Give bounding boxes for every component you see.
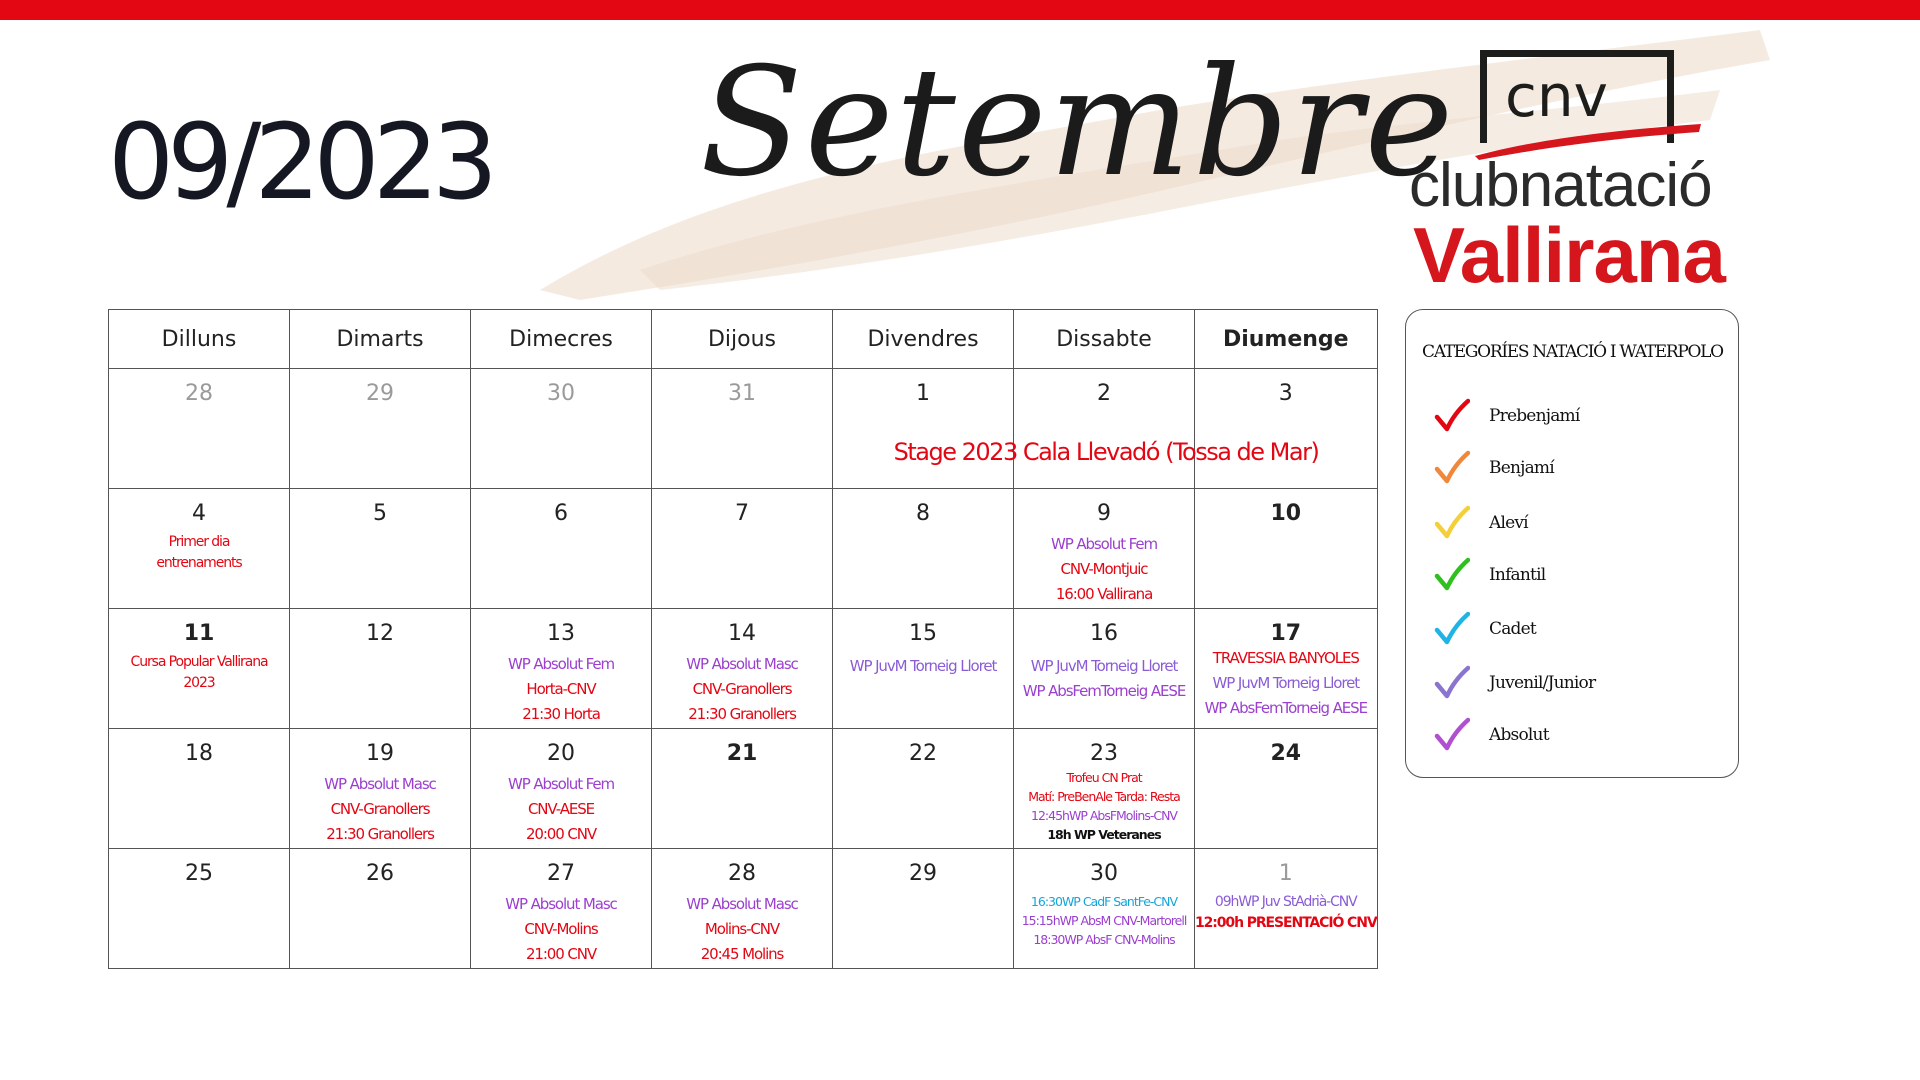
week-row xyxy=(109,369,1378,489)
day-number: 13 xyxy=(547,621,575,646)
weekday-header: Dimecres xyxy=(471,310,652,369)
day-cell xyxy=(471,369,652,489)
event-line: Matí: PreBenAle Tarda: Resta xyxy=(1028,789,1180,804)
day-cell xyxy=(109,489,290,609)
day-number: 31 xyxy=(728,381,756,406)
day-cell xyxy=(1014,609,1195,729)
day-number: 25 xyxy=(185,861,213,886)
day-number: 15 xyxy=(909,621,937,646)
event-line: 18h WP Veteranes xyxy=(1047,827,1161,842)
event-line: Horta-CNV xyxy=(526,680,596,698)
event-line: 20:45 Molins xyxy=(700,945,784,963)
day-cell xyxy=(652,729,833,849)
legend-item-label: Aleví xyxy=(1489,513,1528,533)
day-cell xyxy=(652,609,833,729)
weekday-header: Divendres xyxy=(833,310,1014,369)
day-cell xyxy=(1014,729,1195,849)
legend-item-label: Juvenil/Junior xyxy=(1489,673,1596,693)
day-number: 26 xyxy=(366,861,394,886)
stage-event-banner: Stage 2023 Cala Llevadó (Tossa de Mar) xyxy=(893,438,1319,466)
day-number: 22 xyxy=(909,741,937,766)
calendar-grid xyxy=(108,309,1378,969)
day-number: 11 xyxy=(183,621,215,646)
event-line: Trofeu CN Prat xyxy=(1066,770,1142,785)
day-number: 28 xyxy=(185,381,213,406)
day-cell xyxy=(652,489,833,609)
event-line: 18:30WP AbsF CNV-Molins xyxy=(1033,932,1175,947)
week-row xyxy=(109,489,1378,609)
week-row xyxy=(109,849,1378,969)
checkmark-icon xyxy=(1434,557,1470,593)
day-number: 18 xyxy=(185,741,213,766)
day-cell xyxy=(471,489,652,609)
event-line: CNV-Granollers xyxy=(692,680,792,698)
day-cell xyxy=(1195,489,1378,609)
event-line: WP JuvM Torneig Lloret xyxy=(1030,657,1178,675)
event-line: WP Absolut Masc xyxy=(505,895,617,913)
legend-item-label: Prebenjamí xyxy=(1489,406,1580,426)
event-line: Cursa Popular Vallirana xyxy=(130,654,268,670)
day-cell xyxy=(290,489,471,609)
event-line: TRAVESSIA BANYOLES xyxy=(1212,649,1359,667)
event-line: 2023 xyxy=(183,675,215,691)
day-number: 4 xyxy=(192,501,206,526)
event-line: WP Absolut Masc xyxy=(686,895,798,913)
event-line: WP Absolut Fem xyxy=(1051,535,1157,553)
day-cell xyxy=(471,609,652,729)
checkmark-icon xyxy=(1434,611,1470,647)
event-line: WP Absolut Masc xyxy=(686,655,798,673)
weekday-header: Dimarts xyxy=(290,310,471,369)
event-line: CNV-Granollers xyxy=(330,800,430,818)
day-cell xyxy=(652,849,833,969)
day-cell xyxy=(290,609,471,729)
event-line: Primer dia xyxy=(168,534,230,550)
day-cell xyxy=(109,609,290,729)
day-number: 6 xyxy=(554,501,568,526)
weekday-header: Dijous xyxy=(652,310,833,369)
event-line: 16:00 Vallirana xyxy=(1055,585,1153,603)
checkmark-icon xyxy=(1434,505,1470,541)
day-cell xyxy=(471,729,652,849)
day-cell xyxy=(1195,609,1378,729)
month-name-script: Setembre xyxy=(700,36,1456,210)
day-number: 28 xyxy=(728,861,756,886)
day-number: 1 xyxy=(1278,861,1293,886)
day-number: 9 xyxy=(1097,501,1111,526)
weekday-header-row xyxy=(109,310,1378,369)
event-line: 21:00 CNV xyxy=(525,945,597,963)
event-line: 12:00h PRESENTACIÓ CNV xyxy=(1195,915,1377,931)
week-row xyxy=(109,729,1378,849)
day-cell xyxy=(109,369,290,489)
day-number: 27 xyxy=(547,861,575,886)
day-cell xyxy=(1014,369,1195,489)
day-cell xyxy=(290,849,471,969)
event-line: 09hWP Juv StAdrià-CNV xyxy=(1214,894,1357,910)
day-number: 7 xyxy=(735,501,749,526)
day-number: 16 xyxy=(1090,621,1118,646)
day-cell xyxy=(1195,369,1378,489)
day-number: 3 xyxy=(1278,381,1293,406)
day-cell xyxy=(290,729,471,849)
day-number: 14 xyxy=(728,621,756,646)
club-logo xyxy=(1395,42,1755,299)
categories-legend xyxy=(1405,309,1739,778)
logo-vallirana-text: Vallirana xyxy=(1413,211,1725,299)
day-number: 29 xyxy=(909,861,937,886)
event-line: WP AbsFemTorneig AESE xyxy=(1022,682,1186,700)
day-number: 29 xyxy=(366,381,394,406)
day-cell xyxy=(290,369,471,489)
day-number: 1 xyxy=(916,381,930,406)
event-line: 21:30 Granollers xyxy=(326,825,434,843)
day-cell xyxy=(109,849,290,969)
day-cell xyxy=(833,489,1014,609)
checkmark-icon xyxy=(1434,717,1470,753)
day-cell xyxy=(833,369,1014,489)
event-line: Molins-CNV xyxy=(704,920,780,938)
week-row xyxy=(109,609,1378,729)
day-number: 5 xyxy=(373,501,387,526)
event-line: CNV-Molins xyxy=(524,920,598,938)
legend-title: CATEGORÍES NATACIÓ I WATERPOLO xyxy=(1422,342,1723,362)
legend-item-label: Benjamí xyxy=(1489,458,1554,478)
day-number: 21 xyxy=(726,741,758,766)
event-line: 16:30WP CadF SantFe-CNV xyxy=(1030,894,1178,909)
day-number: 8 xyxy=(916,501,930,526)
day-cell xyxy=(1195,849,1378,969)
day-number: 2 xyxy=(1097,381,1111,406)
event-line: 12:45hWP AbsFMolins-CNV xyxy=(1031,808,1177,823)
event-line: 15:15hWP AbsM CNV-Martorell xyxy=(1021,913,1187,928)
day-cell xyxy=(471,849,652,969)
legend-item-label: Cadet xyxy=(1489,619,1536,639)
legend-item-label: Infantil xyxy=(1489,565,1546,585)
day-number: 30 xyxy=(1090,861,1118,886)
weekday-header: Dissabte xyxy=(1014,310,1195,369)
event-line: 20:00 CNV xyxy=(525,825,597,843)
event-line: 21:30 Granollers xyxy=(688,705,796,723)
day-cell xyxy=(833,849,1014,969)
checkmark-icon xyxy=(1434,450,1470,486)
month-year-heading: 09/2023 xyxy=(108,101,492,223)
day-cell xyxy=(833,729,1014,849)
event-line: WP AbsFemTorneig AESE xyxy=(1204,699,1367,717)
legend-item-label: Absolut xyxy=(1489,725,1549,745)
day-cell xyxy=(1195,729,1378,849)
logo-club-text: clubnatació xyxy=(1409,151,1712,220)
checkmark-icon xyxy=(1434,398,1470,434)
weekday-header: Diumenge xyxy=(1195,310,1378,369)
day-cell xyxy=(652,369,833,489)
day-number: 23 xyxy=(1090,741,1118,766)
event-line: WP JuvM Torneig Lloret xyxy=(1212,674,1360,692)
event-line: CNV-AESE xyxy=(527,800,595,818)
day-number: 20 xyxy=(547,741,575,766)
day-cell xyxy=(1014,849,1195,969)
day-number: 24 xyxy=(1270,741,1302,766)
day-number: 10 xyxy=(1270,501,1302,526)
day-cell xyxy=(833,609,1014,729)
day-number: 12 xyxy=(366,621,394,646)
event-line: entrenaments xyxy=(156,555,242,571)
day-number: 17 xyxy=(1270,621,1302,646)
day-cell xyxy=(1014,489,1195,609)
event-line: WP Absolut Fem xyxy=(508,775,614,793)
day-number: 30 xyxy=(547,381,575,406)
weekday-header: Dilluns xyxy=(109,310,290,369)
top-red-bar xyxy=(0,0,1920,20)
logo-cnv: cnv xyxy=(1505,62,1608,130)
event-line: 21:30 Horta xyxy=(522,705,600,723)
event-line: WP JuvM Torneig Lloret xyxy=(849,657,997,675)
day-cell xyxy=(109,729,290,849)
event-line: WP Absolut Masc xyxy=(324,775,436,793)
event-line: WP Absolut Fem xyxy=(508,655,614,673)
checkmark-icon xyxy=(1434,665,1470,701)
event-line: CNV-Montjuic xyxy=(1060,560,1148,578)
day-number: 19 xyxy=(366,741,394,766)
